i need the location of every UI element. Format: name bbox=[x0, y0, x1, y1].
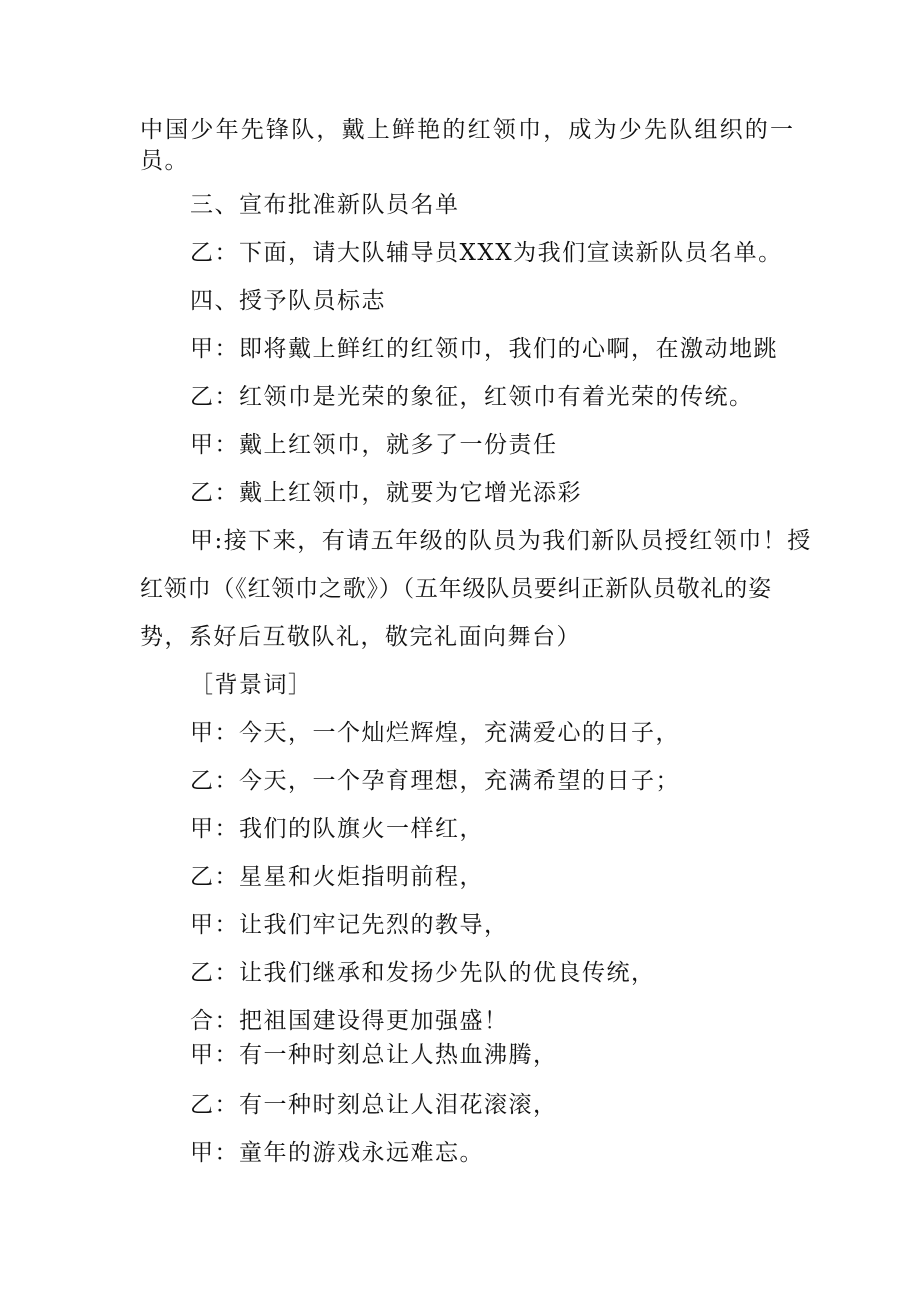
text-line: 中国少年先锋队，戴上鲜艳的红领巾，成为少先队组织的一 bbox=[140, 117, 796, 143]
text-line: 乙：红领巾是光荣的象征，红领巾有着光荣的传统。 bbox=[190, 384, 754, 410]
text-line: 甲：今天，一个灿烂辉煌，充满爱心的日子， bbox=[190, 720, 680, 746]
text-line: 甲：有一种时刻总让人热血沸腾， bbox=[190, 1042, 558, 1068]
text-line: 乙：下面，请大队辅导员XXX为我们宣读新队员名单。 bbox=[190, 240, 783, 266]
text-line: 乙：让我们继承和发扬少先队的优良传统， bbox=[190, 960, 656, 986]
text-line: 甲：我们的队旗火一样红， bbox=[190, 816, 484, 842]
text-line: 甲：戴上红领巾，就多了一份责任 bbox=[190, 432, 558, 458]
text-line: 乙：戴上红领巾，就要为它增光添彩 bbox=[190, 480, 582, 506]
text-line: 甲：即将戴上鲜红的红领巾，我们的心啊，在激动地跳 bbox=[190, 336, 778, 362]
section-heading: 三、宣布批准新队员名单 bbox=[190, 192, 460, 218]
section-heading: ［背景词］ bbox=[190, 672, 313, 698]
text-line: 甲：童年的游戏永远难忘。 bbox=[190, 1140, 484, 1166]
text-line: 员。 bbox=[140, 148, 189, 174]
text-line: 乙：有一种时刻总让人泪花滚滚， bbox=[190, 1092, 558, 1118]
text-line: 合：把祖国建设得更加强盛！ bbox=[190, 1008, 509, 1034]
text-line: 红领巾（《红领巾之歌》）（五年级队员要纠正新队员敬礼的姿 bbox=[140, 576, 772, 602]
text-line: 甲:接下来，有请五年级的队员为我们新队员授红领巾！授 bbox=[190, 528, 812, 554]
text-line: 势，系好后互敬队礼，敬完礼面向舞台） bbox=[140, 624, 581, 650]
text-line: 甲：让我们牢记先烈的教导， bbox=[190, 912, 509, 938]
text-line: 乙：星星和火炬指明前程， bbox=[190, 864, 484, 890]
text-line: 乙：今天，一个孕育理想，充满希望的日子； bbox=[190, 768, 680, 794]
section-heading: 四、授予队员标志 bbox=[190, 288, 386, 314]
